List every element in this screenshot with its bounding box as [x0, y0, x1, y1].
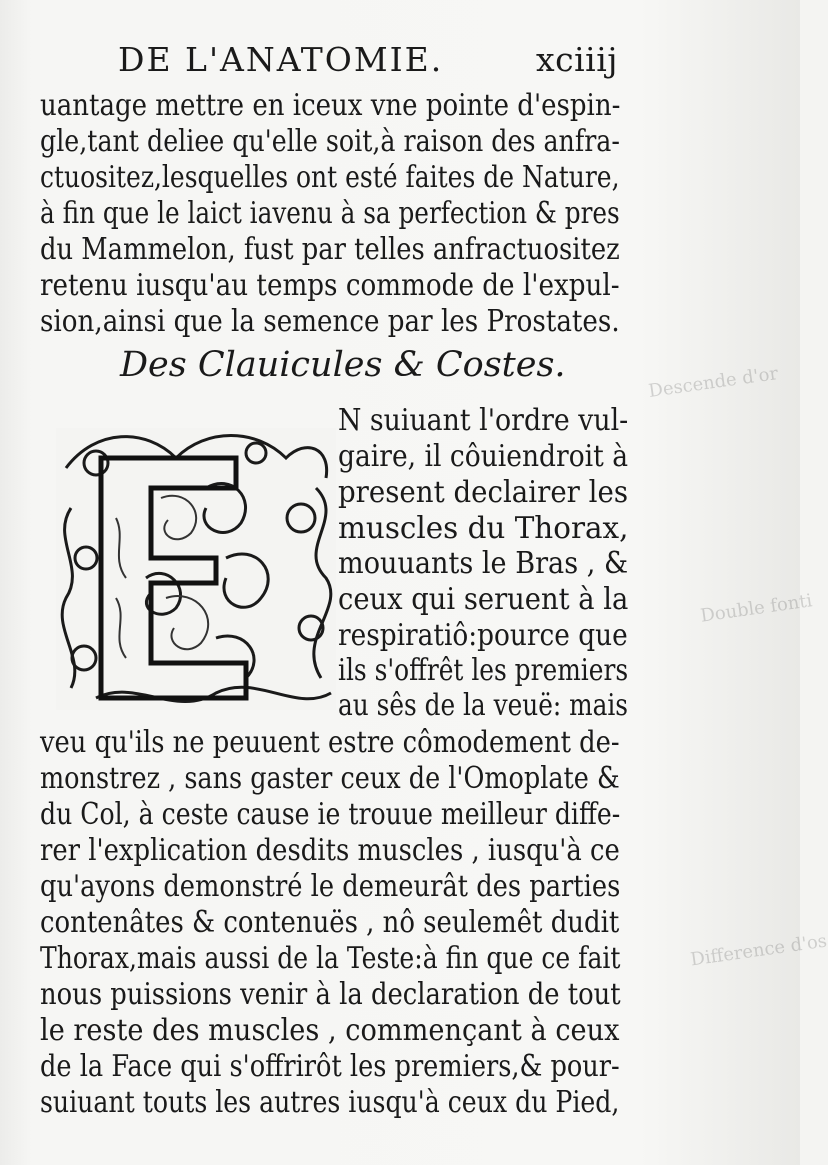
bleed-through-mark: Descende d'or: [647, 363, 780, 402]
text-line: du Mammelon, fust par telles anfractuositez: [40, 232, 620, 267]
text-line: gle,tant deliee qu'elle soit,à raison des anfra-: [40, 124, 620, 159]
text-line: respiratiô:pource que: [338, 618, 628, 653]
text-line: mouuants le Bras , &: [338, 546, 629, 581]
text-line: ctuositez,lesquelles ont esté faites de Nature,: [40, 160, 620, 195]
text-line: gaire, il côuiendroit à: [338, 439, 629, 474]
text-line: qu'ayons demonstré le demeurât des parties: [40, 869, 621, 904]
text-line: present declairer les: [338, 475, 629, 510]
text-line: muscles du Thorax,: [338, 511, 629, 546]
text-line: retenu iusqu'au temps commode de l'expul-: [40, 268, 620, 303]
bleed-through-mark: Double fonti: [699, 590, 814, 627]
text-line: nous puissions venir à la declaration de tout: [40, 977, 621, 1012]
text-line: rer l'explication desdits muscles , iusqu'à ce: [40, 833, 620, 868]
text-line: contenâtes & contenuës , nô seulemêt dudit: [40, 905, 620, 940]
text-line: du Col, à ceste cause ie trouue meilleur diffe-: [40, 797, 621, 832]
text-line: à fin que le laict iavenu à sa perfection & pres: [40, 196, 620, 231]
bleed-through-mark: Difference d'os: [689, 930, 828, 971]
section-heading: Des Clauicules & Costes.: [120, 345, 566, 385]
text-line: de la Face qui s'offrirôt les premiers,& pour-: [40, 1049, 620, 1084]
text-line: au sês de la veuë: mais: [338, 688, 629, 723]
text-line: N suiuant l'ordre vul-: [338, 403, 629, 438]
running-title: DE L'ANATOMIE.: [118, 40, 444, 79]
running-header: [118, 40, 618, 84]
page-number: xciiij: [536, 40, 618, 79]
text-line: suiuant touts les autres iusqu'à ceux du Pied,: [40, 1085, 620, 1120]
text-line: ils s'offrêt les premiers: [338, 653, 629, 688]
text-line: sion,ainsi que la semence par les Prostates.: [40, 304, 620, 339]
text-line: Thorax,mais aussi de la Teste:à fin que ce fait: [40, 941, 621, 976]
ornamental-initial-e: [56, 428, 336, 710]
decorated-initial: [56, 428, 336, 710]
text-line: veu qu'ils ne peuuent estre cômodement de-: [40, 725, 620, 760]
text-line: ceux qui seruent à la: [338, 582, 629, 617]
text-line: uantage mettre en iceux vne pointe d'espin-: [40, 88, 621, 123]
text-line: le reste des muscles , commençant à ceux: [40, 1013, 620, 1048]
text-line: monstrez , sans gaster ceux de l'Omoplate &: [40, 761, 620, 796]
